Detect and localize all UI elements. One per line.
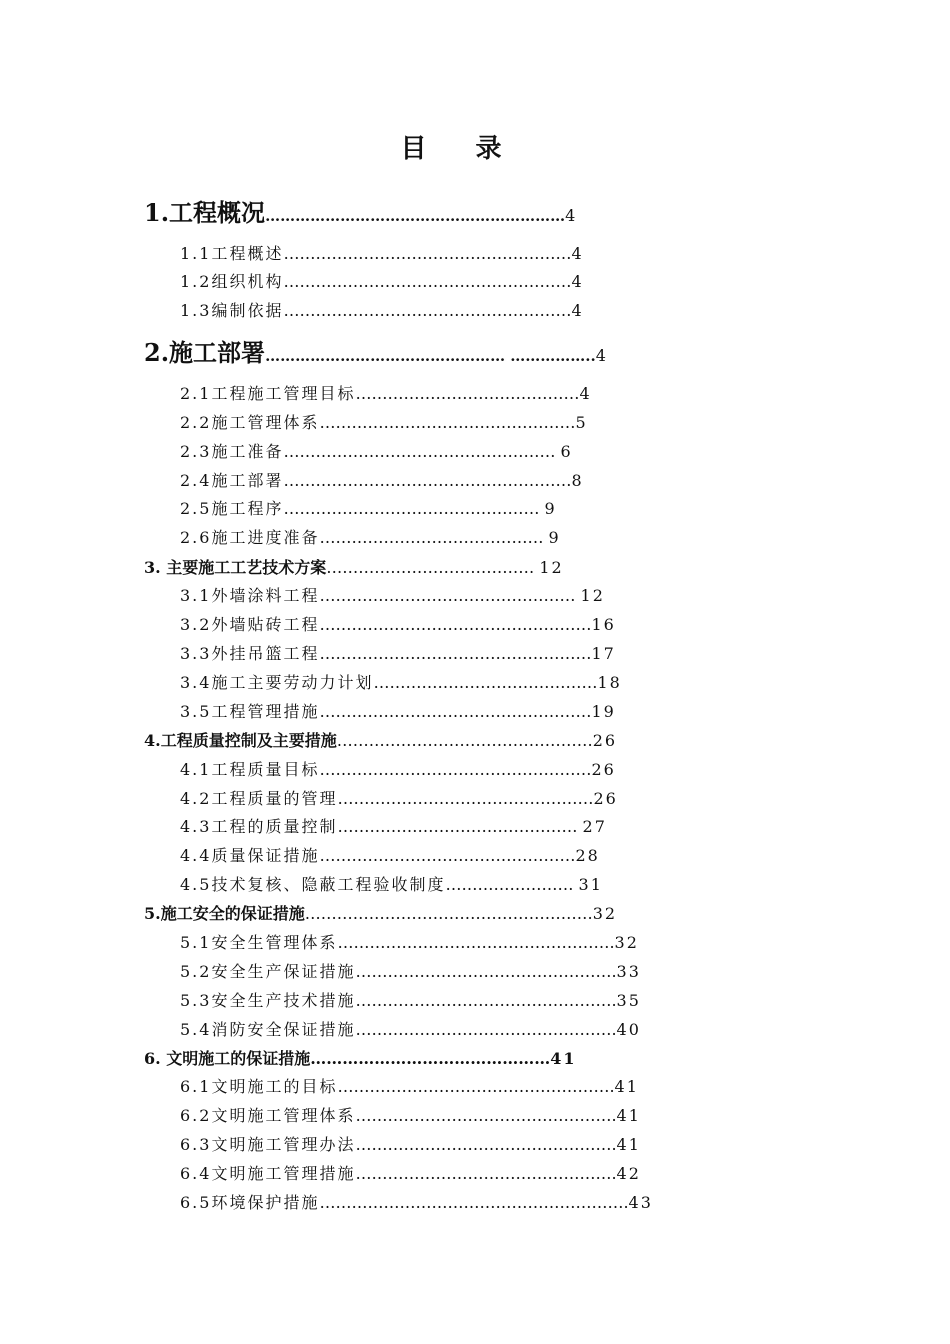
toc-entry xyxy=(180,382,728,406)
toc-entry-page: 27 xyxy=(582,817,607,836)
toc-entry-page: 42 xyxy=(616,1164,641,1183)
toc-entry-page: 4 xyxy=(595,346,608,365)
toc-entry-leader: ……………………………………… xyxy=(310,1049,551,1068)
toc-entry-page: 43 xyxy=(628,1193,653,1212)
toc-entry-label: 1.1工程概述 xyxy=(180,244,284,263)
toc-entry-label: 4.4质量保证措施 xyxy=(180,846,320,865)
toc-entry xyxy=(180,1018,728,1042)
toc-entry xyxy=(144,1047,728,1071)
toc-entry xyxy=(144,338,728,371)
toc-entry-leader: …………………………………… xyxy=(355,384,580,403)
toc-entry-leader: ……………………………………………… xyxy=(283,272,572,291)
toc-entry xyxy=(180,1104,728,1128)
toc-entry xyxy=(180,642,728,666)
toc-entry xyxy=(180,411,728,435)
toc-entry-leader: ……………………………………………… xyxy=(304,904,593,923)
toc-entry-leader: ………………………………………… xyxy=(319,413,576,432)
toc-entry-page: 4 xyxy=(571,272,584,291)
toc-entry-page: 4 xyxy=(579,384,592,403)
toc-entry-label: 2.6施工进度准备 xyxy=(180,528,320,547)
toc-entry-leader: …………………………………………. xyxy=(355,991,617,1010)
toc-entry-leader: …………………… xyxy=(445,875,579,894)
toc-entry-label: 3.5工程管理措施 xyxy=(180,702,320,721)
toc-entry-label: 2.1工程施工管理目标 xyxy=(180,384,356,403)
toc-entry xyxy=(180,469,728,493)
toc-entry-label: 6.2文明施工管理体系 xyxy=(180,1106,356,1125)
toc-entry-label: 2.3施工准备 xyxy=(180,442,284,461)
toc-entry-label: 1.3编制依据 xyxy=(180,301,284,320)
toc-entry-label: 4.工程质量控制及主要措施 xyxy=(144,731,337,750)
toc-entry-leader: …………………………………………. xyxy=(355,1164,617,1183)
toc-entry-page: 35 xyxy=(616,991,641,1010)
toc-entry-leader: …………………………………………. xyxy=(355,1020,617,1039)
toc-entry xyxy=(180,873,728,897)
toc-entry-leader: ……………………………………………… xyxy=(283,244,572,263)
toc-entry-leader: …………………………………… xyxy=(373,673,598,692)
toc-entry-leader: …………………………………………… xyxy=(319,615,592,634)
toc-entry-label: 4.1工程质量目标 xyxy=(180,760,320,779)
toc-entry-leader: …………………………………………. xyxy=(355,962,617,981)
toc-entry-page: 26 xyxy=(592,731,618,750)
toc-entry xyxy=(180,270,728,294)
toc-entry-page: 41 xyxy=(616,1106,641,1125)
toc-entry-label: 6. 文明施工的保证措施 xyxy=(144,1049,311,1068)
toc-entry-leader: ………………………………………… xyxy=(319,846,576,865)
toc-entry-leader: ……………………………………… xyxy=(337,817,583,836)
toc-entry-leader: …………………………………………. xyxy=(355,1106,617,1125)
toc-entry-leader: …………………………………………. xyxy=(355,1135,617,1154)
toc-entry-leader: …………………………………………………… xyxy=(265,207,566,225)
toc-entry-page: 18 xyxy=(597,673,622,692)
toc-entry-leader: ………………………………………… xyxy=(319,586,581,605)
toc-entry-label: 5.3安全生产技术措施 xyxy=(180,991,356,1010)
toc-entry-label: 3.3外挂吊篮工程 xyxy=(180,644,320,663)
toc-entry-page: 17 xyxy=(591,644,616,663)
toc-entry xyxy=(144,902,728,926)
toc-entry xyxy=(144,729,728,753)
toc-entry-label: 3.2外墙贴砖工程 xyxy=(180,615,320,634)
toc-entry-page: 4 xyxy=(571,244,584,263)
toc-entry xyxy=(180,613,728,637)
toc-entry xyxy=(180,989,728,1013)
toc-entry-label: 3.4施工主要劳动力计划 xyxy=(180,673,374,692)
toc-entry-label: 5.2安全生产保证措施 xyxy=(180,962,356,981)
toc-entry-label: 1.工程概况 xyxy=(144,198,266,227)
toc-entry-label: 6.5环境保护措施 xyxy=(180,1193,320,1212)
toc-entry-leader: …………………………………………… xyxy=(319,702,592,721)
toc-entry-label: 5.1安全生管理体系 xyxy=(180,933,338,952)
toc-entry-leader: …………………………………………… xyxy=(319,760,592,779)
toc-entry-page: 32 xyxy=(592,904,618,923)
toc-entry-label: 4.2工程质量的管理 xyxy=(180,789,338,808)
toc-entry xyxy=(144,556,728,580)
toc-entry-label: 5.4消防安全保证措施 xyxy=(180,1020,356,1039)
toc-entry-label: 6.3文明施工管理办法 xyxy=(180,1135,356,1154)
toc-entry-leader: …………………………………………… xyxy=(319,644,592,663)
toc-entry-page: 8 xyxy=(571,471,584,490)
toc-entry-page: 26 xyxy=(591,760,616,779)
toc-entry xyxy=(180,1162,728,1186)
toc-entry-page: 31 xyxy=(578,875,603,894)
toc-entry-leader: ………………………………………… …………….. xyxy=(265,347,596,365)
toc-entry-leader: ……………………………………………. xyxy=(337,1077,615,1096)
toc-entry-leader: ………………………………………… xyxy=(336,731,593,750)
toc-entry-leader: ……………………………………………. xyxy=(337,933,615,952)
toc-entry-leader: ………………………………………… xyxy=(283,499,545,518)
toc-entry xyxy=(180,1191,728,1215)
toc-entry xyxy=(180,497,728,521)
toc-entry-page: 28 xyxy=(575,846,600,865)
toc-entry-label: 4.3工程的质量控制 xyxy=(180,817,338,836)
toc-entry-label: 2.4施工部署 xyxy=(180,471,284,490)
toc-entry-page: 19 xyxy=(591,702,616,721)
toc-entry-page: 40 xyxy=(616,1020,641,1039)
toc-entry-leader: ………………………………… xyxy=(326,558,540,577)
toc-entry-label: 2.施工部署 xyxy=(144,338,266,367)
toc-entry xyxy=(144,198,728,231)
toc-entry-page: 12 xyxy=(539,558,564,577)
toc-entry-page: 9 xyxy=(544,499,557,518)
toc-entry xyxy=(180,584,728,608)
toc-entry-page: 33 xyxy=(616,962,641,981)
toc-entry-label: 1.2组织机构 xyxy=(180,272,284,291)
toc-entry xyxy=(180,1075,728,1099)
toc-entry xyxy=(180,1133,728,1157)
toc-entry-page: 32 xyxy=(614,933,639,952)
toc-entry-page: 16 xyxy=(591,615,616,634)
toc-entry-leader: ……………………………………………… xyxy=(283,471,572,490)
toc-entry-label: 6.1文明施工的目标 xyxy=(180,1077,338,1096)
toc-entry-page: 6 xyxy=(560,442,573,461)
toc-entry-label: 3. 主要施工工艺技术方案 xyxy=(144,558,327,577)
toc-entry-page: 9 xyxy=(548,528,561,547)
toc-entry-page: 26 xyxy=(593,789,618,808)
toc-entry xyxy=(180,242,728,266)
toc-entry-page: 41 xyxy=(614,1077,639,1096)
toc-entry xyxy=(180,931,728,955)
toc-entry-leader: …………………………………………… xyxy=(283,442,561,461)
toc-entry-label: 2.5施工程序 xyxy=(180,499,284,518)
toc-entry-label: 5.施工安全的保证措施 xyxy=(144,904,305,923)
toc-entry xyxy=(180,671,728,695)
toc-entry-leader: ………………………………………… xyxy=(337,789,594,808)
toc-entry xyxy=(180,700,728,724)
toc-entry-leader: ……………………………………………… xyxy=(283,301,572,320)
toc-entry-label: 2.2施工管理体系 xyxy=(180,413,320,432)
toc-entry xyxy=(180,440,728,464)
toc-entry-page: 41 xyxy=(550,1049,577,1068)
toc-entry xyxy=(180,844,728,868)
toc-entry-label: 3.1外墙涂料工程 xyxy=(180,586,320,605)
toc-entry xyxy=(180,758,728,782)
toc-entry-label: 4.5技术复核、隐蔽工程验收制度 xyxy=(180,875,446,894)
toc-entry-leader: …………………………………… xyxy=(319,528,549,547)
toc-entry-page: 4 xyxy=(571,301,584,320)
toc-entry xyxy=(180,526,728,550)
toc-entry-page: 5 xyxy=(575,413,588,432)
toc-entry-leader: …………………………………………………. xyxy=(319,1193,629,1212)
toc-entry-page: 4 xyxy=(565,206,578,225)
toc-entry-page: 41 xyxy=(616,1135,641,1154)
toc-entry-label: 6.4文明施工管理措施 xyxy=(180,1164,356,1183)
toc-entry xyxy=(180,815,728,839)
toc-entry xyxy=(180,960,728,984)
toc-entry xyxy=(180,299,728,323)
toc-title: 目 录 xyxy=(400,134,522,164)
toc-entry xyxy=(180,787,728,811)
toc-entry-page: 12 xyxy=(580,586,605,605)
